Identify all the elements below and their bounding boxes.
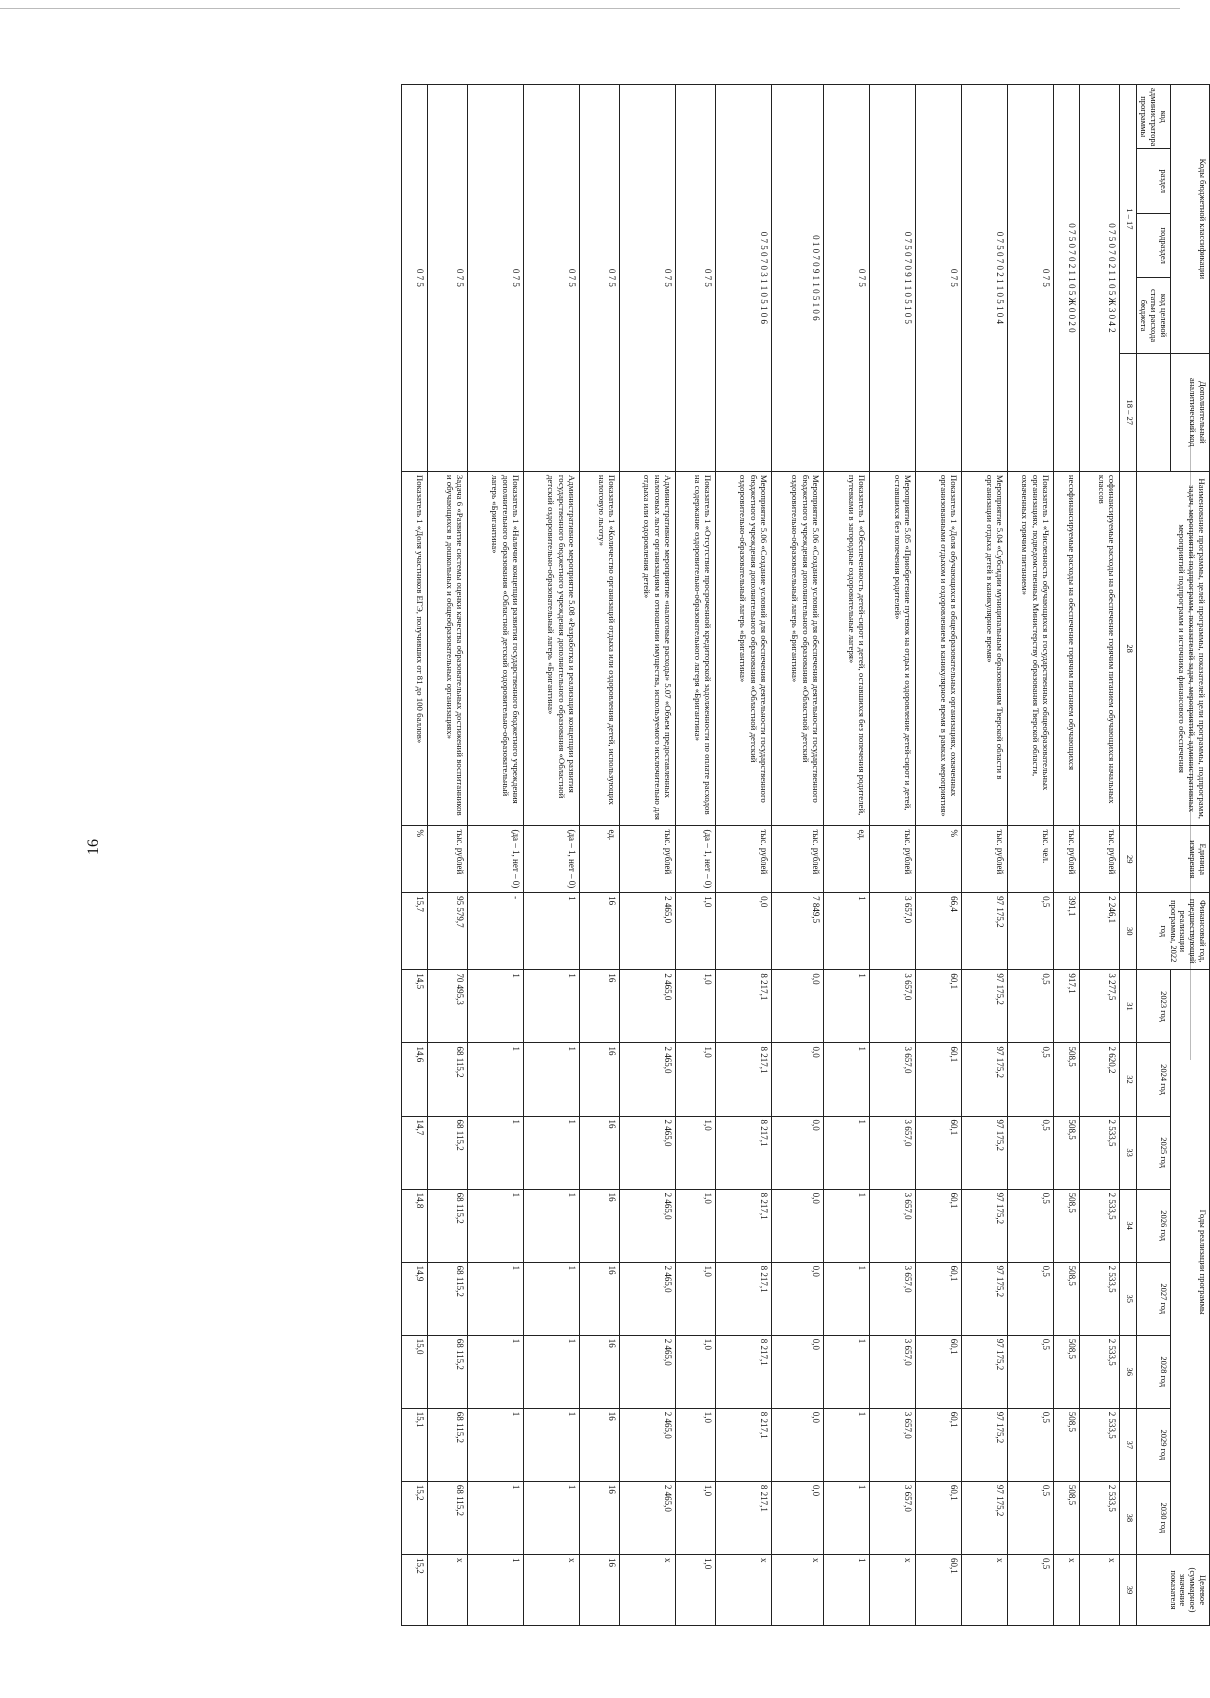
row-year-value: 8 217,1 xyxy=(715,1189,771,1262)
row-year-value: 97 175,2 xyxy=(961,1043,1007,1116)
target-column-header: Целевое (суммарное) значение показателя xyxy=(1136,1554,1209,1625)
year-header-2027: 2027 год xyxy=(1136,1262,1170,1335)
col-number: 33 xyxy=(1119,1116,1136,1189)
row-year-value: 16 xyxy=(579,1262,619,1335)
row-description: Показатель 1 «Обеспеченность детей-сирот и детей, оставшихся без попечения родителей, путевками в загородные оздоровительные лагеря» xyxy=(823,471,869,826)
row-year-value: 3 657,0 xyxy=(869,1262,915,1335)
row-year-value: 8 217,1 xyxy=(715,1335,771,1408)
col-number: 34 xyxy=(1119,1189,1136,1262)
row-year-value: 16 xyxy=(579,1408,619,1481)
row-description: Задача 6 «Развитие системы оценки качества образовательных достижений воспитанников и обучающихся в дошкольных и общеобразовательных организациях» xyxy=(427,471,467,826)
row-target: 1,0 xyxy=(675,1554,715,1625)
row-year-value: 97 175,2 xyxy=(961,1189,1007,1262)
row-year-value: 0,0 xyxy=(771,1335,823,1408)
row-year-value: 0,0 xyxy=(771,970,823,1043)
row-year-value: 8 217,1 xyxy=(715,1408,771,1481)
row-unit: тыс. рублей xyxy=(715,826,771,893)
row-year-value: 60,1 xyxy=(915,970,961,1043)
year-header-2030: 2030 год xyxy=(1136,1481,1170,1554)
row-unit: тыс. рублей xyxy=(869,826,915,893)
row-description: Мероприятие 5.04 «Субсидии муниципальным образованиям Тверской области в организации отдыха детей в каникулярное время» xyxy=(961,471,1007,826)
row-year-value: 1,0 xyxy=(675,1189,715,1262)
col-numbers-codes: 1 – 17 xyxy=(1119,85,1136,354)
row-year-value: 70 495,3 xyxy=(427,970,467,1043)
row-year-value: 0,5 xyxy=(1007,1116,1053,1189)
row-year-value: 0,5 xyxy=(1007,1335,1053,1408)
row-base-year: 1 xyxy=(523,893,579,970)
row-base-year: 0,5 xyxy=(1007,893,1053,970)
row-year-value: 1,0 xyxy=(675,1043,715,1116)
name-column-header: Наименование программы, целей программы, показателей цели программы, подпрограмм, задач, мероприятий подпрограмм, показателей задач, мероприятий, административных мероприятий подпрограмм и источника финансового обеспечения xyxy=(1136,471,1209,826)
row-year-value: 3 657,0 xyxy=(869,1043,915,1116)
row-year-value: 97 175,2 xyxy=(961,1481,1007,1554)
row-year-value: 16 xyxy=(579,1043,619,1116)
table-row xyxy=(1079,85,1119,1626)
row-unit: % xyxy=(401,826,427,893)
section-header: раздел xyxy=(1136,149,1170,213)
row-year-value: 2 465,0 xyxy=(619,1116,675,1189)
row-year-value: 508,5 xyxy=(1053,1262,1079,1335)
row-description: Показатель 1 «Количество организаций отдыха или оздоровления детей, использующих налоговую льготу» xyxy=(579,471,619,826)
col-number: 29 xyxy=(1119,826,1136,893)
table-row xyxy=(1007,85,1053,1626)
table-row xyxy=(619,85,675,1626)
row-base-year: 66,4 xyxy=(915,893,961,970)
row-year-value: 8 217,1 xyxy=(715,970,771,1043)
row-year-value: 2 465,0 xyxy=(619,1043,675,1116)
table-row xyxy=(401,85,427,1626)
row-target: 16 xyxy=(579,1554,619,1625)
row-codes: 0 7 5 xyxy=(619,85,675,472)
row-year-value: 1 xyxy=(823,1043,869,1116)
col-number: 35 xyxy=(1119,1262,1136,1335)
row-year-value: 3 657,0 xyxy=(869,1189,915,1262)
row-year-value: 508,5 xyxy=(1053,1116,1079,1189)
row-year-value: 97 175,2 xyxy=(961,1408,1007,1481)
row-codes: 0 7 5 xyxy=(915,85,961,472)
table-row xyxy=(523,85,579,1626)
row-base-year: 1 xyxy=(823,893,869,970)
row-year-value: 97 175,2 xyxy=(961,1262,1007,1335)
rotated-table-container xyxy=(128,84,1210,1626)
row-description: Показатель 1 «Наличие концепции развития государственного бюджетного учреждения дополнительного образования «Областной детский оздоровительно-образовательный лагерь «Бригантина» xyxy=(467,471,523,826)
row-year-value: 14,8 xyxy=(401,1189,427,1262)
row-year-value: 2 533,5 xyxy=(1079,1116,1119,1189)
row-unit: ед. xyxy=(823,826,869,893)
row-year-value: 2 533,5 xyxy=(1079,1189,1119,1262)
year-header-2023: 2023 год xyxy=(1136,970,1170,1043)
page-number: 16 xyxy=(85,839,102,855)
years-group-header: Годы реализации программы xyxy=(1171,970,1210,1555)
row-year-value: 0,5 xyxy=(1007,970,1053,1043)
row-codes: 0 7 5 0 7 0 9 1 1 0 5 1 0 5 xyxy=(869,85,915,472)
row-year-value: 68 115,2 xyxy=(427,1262,467,1335)
rotated-table xyxy=(128,84,1210,1626)
row-year-value: 1 xyxy=(467,1043,523,1116)
year-header-2029: 2029 год xyxy=(1136,1408,1170,1481)
row-year-value: 0,0 xyxy=(771,1116,823,1189)
row-year-value: 1 xyxy=(823,1189,869,1262)
row-codes: 0 7 5 xyxy=(675,85,715,472)
row-year-value: 16 xyxy=(579,1481,619,1554)
row-year-value: 1 xyxy=(823,1408,869,1481)
row-year-value: 1,0 xyxy=(675,1116,715,1189)
row-year-value: 3 657,0 xyxy=(869,970,915,1043)
row-year-value: 8 217,1 xyxy=(715,1481,771,1554)
row-year-value: 1 xyxy=(823,1335,869,1408)
row-target: х xyxy=(961,1554,1007,1625)
row-description: Административное мероприятие 5.08 «Разработка и реализация концепции развития государственного бюджетного учреждения дополнительного образования «Областной детский оздоровительно-образовательный лагерь «Бригантина» xyxy=(523,471,579,826)
extra-code-subheader xyxy=(1136,353,1170,471)
row-description: несофинансируемые расходы на обеспечение горячим питанием обучающихся xyxy=(1053,471,1079,826)
row-description: Показатель 1 «Доля участников ЕГЭ, получивших от 81 до 100 баллов» xyxy=(401,471,427,826)
base-year-column-header: Финансовый год, предшествующий реализации программы, 2022 год xyxy=(1136,893,1209,970)
row-description: софинансируемые расходы на обеспечение горячим питанием обучающихся начальных классов xyxy=(1079,471,1119,826)
row-year-value: 1 xyxy=(823,970,869,1043)
row-year-value: 14,7 xyxy=(401,1116,427,1189)
row-year-value: 2 465,0 xyxy=(619,1335,675,1408)
row-year-value: 16 xyxy=(579,1116,619,1189)
row-unit: (да – 1, нет – 0) xyxy=(523,826,579,893)
row-year-value: 0,0 xyxy=(771,1189,823,1262)
row-unit: тыс. рублей xyxy=(771,826,823,893)
row-year-value: 1,0 xyxy=(675,970,715,1043)
row-base-year: 2 465,0 xyxy=(619,893,675,970)
row-target: 15,2 xyxy=(401,1554,427,1625)
row-year-value: 508,5 xyxy=(1053,1481,1079,1554)
col-number: 36 xyxy=(1119,1335,1136,1408)
row-unit: тыс. чел. xyxy=(1007,826,1053,893)
row-unit: тыс. рублей xyxy=(1079,826,1119,893)
row-year-value: 2 533,5 xyxy=(1079,1481,1119,1554)
row-year-value: 60,1 xyxy=(915,1408,961,1481)
row-year-value: 1 xyxy=(467,1481,523,1554)
row-year-value: 15,2 xyxy=(401,1481,427,1554)
row-year-value: 16 xyxy=(579,970,619,1043)
row-year-value: 1 xyxy=(523,970,579,1043)
row-year-value: 917,1 xyxy=(1053,970,1079,1043)
row-year-value: 1 xyxy=(467,970,523,1043)
row-base-year: 16 xyxy=(579,893,619,970)
row-year-value: 2 620,2 xyxy=(1079,1043,1119,1116)
row-year-value: 1 xyxy=(523,1481,579,1554)
row-codes: 0 7 5 xyxy=(467,85,523,472)
row-year-value: 1 xyxy=(467,1262,523,1335)
table-row xyxy=(715,85,771,1626)
row-year-value: 97 175,2 xyxy=(961,970,1007,1043)
row-target: 1 xyxy=(467,1554,523,1625)
row-year-value: 1 xyxy=(523,1116,579,1189)
row-year-value: 8 217,1 xyxy=(715,1116,771,1189)
year-header-2024: 2024 год xyxy=(1136,1043,1170,1116)
row-year-value: 2 533,5 xyxy=(1079,1408,1119,1481)
row-codes: 0 7 5 0 7 0 2 1 1 0 5 1 0 4 xyxy=(961,85,1007,472)
row-description: Административное мероприятие «налоговые расходы» 5.07 «Объем предоставленных налоговых льгот организациям в отношении имущества, используемого исключительно для отдыха или оздоровления детей» xyxy=(619,471,675,826)
row-description: Мероприятие 5.06 «Создание условий для обеспечения деятельности государственного бюджетного учреждения дополнительного образования «Областной детский оздоровительно-образовательный лагерь «Бригантина» xyxy=(715,471,771,826)
row-base-year: 7 849,5 xyxy=(771,893,823,970)
row-target: х xyxy=(1053,1554,1079,1625)
col-number: 28 xyxy=(1119,471,1136,826)
col-number: 39 xyxy=(1119,1554,1136,1625)
row-year-value: 68 115,2 xyxy=(427,1408,467,1481)
row-year-value: 14,5 xyxy=(401,970,427,1043)
row-year-value: 1,0 xyxy=(675,1408,715,1481)
row-base-year: 391,1 xyxy=(1053,893,1079,970)
row-year-value: 1 xyxy=(523,1262,579,1335)
row-year-value: 60,1 xyxy=(915,1189,961,1262)
row-base-year: - xyxy=(467,893,523,970)
row-year-value: 1 xyxy=(823,1481,869,1554)
row-year-value: 68 115,2 xyxy=(427,1335,467,1408)
row-description: Показатель 1 «Численность обучающихся в государственных общеобразовательных организациях, подведомственных Министерству образования Тверской области, охваченных горячим питанием» xyxy=(1007,471,1053,826)
subsection-header: подраздел xyxy=(1136,213,1170,277)
table-row xyxy=(579,85,619,1626)
row-year-value: 15,1 xyxy=(401,1408,427,1481)
row-year-value: 2 533,5 xyxy=(1079,1262,1119,1335)
row-codes: 0 1 0 7 0 9 1 1 0 5 1 0 6 xyxy=(771,85,823,472)
row-year-value: 68 115,2 xyxy=(427,1481,467,1554)
year-header-2028: 2028 год xyxy=(1136,1335,1170,1408)
row-codes: 0 7 5 xyxy=(1007,85,1053,472)
row-year-value: 60,1 xyxy=(915,1043,961,1116)
row-year-value: 1 xyxy=(523,1408,579,1481)
table-row xyxy=(771,85,823,1626)
row-year-value: 16 xyxy=(579,1335,619,1408)
row-codes: 0 7 5 xyxy=(823,85,869,472)
row-year-value: 97 175,2 xyxy=(961,1335,1007,1408)
row-target: х xyxy=(523,1554,579,1625)
row-base-year: 3 657,0 xyxy=(869,893,915,970)
row-description: Показатель 1 «Отсутствие просроченной кредиторской задолженности по оплате расходов на содержание оздоровительно-образовательного лагеря «Бригантина» xyxy=(675,471,715,826)
row-year-value: 0,5 xyxy=(1007,1481,1053,1554)
row-year-value: 2 465,0 xyxy=(619,970,675,1043)
row-description: Показатель 1 «Доля обучающихся в общеобразовательных организациях, охваченных организованными отдыхом и оздоровлением в каникулярное время в рамках мероприятия» xyxy=(915,471,961,826)
row-year-value: 60,1 xyxy=(915,1116,961,1189)
col-number: 32 xyxy=(1119,1043,1136,1116)
col-number: 38 xyxy=(1119,1481,1136,1554)
row-year-value: 60,1 xyxy=(915,1262,961,1335)
row-target: х xyxy=(771,1554,823,1625)
row-target: 1 xyxy=(823,1554,869,1625)
row-year-value: 1 xyxy=(467,1116,523,1189)
table-row xyxy=(1053,85,1079,1626)
row-year-value: 508,5 xyxy=(1053,1043,1079,1116)
row-target: х xyxy=(619,1554,675,1625)
row-year-value: 1 xyxy=(523,1189,579,1262)
row-description: Мероприятие 5.05 «Приобретение путевок на отдых и оздоровление детей-сирот и детей, оставшихся без попечения родителей» xyxy=(869,471,915,826)
row-codes: 0 7 5 xyxy=(523,85,579,472)
row-codes: 0 7 5 xyxy=(401,85,427,472)
row-description: Мероприятие 5.06 «Создание условий для обеспечения деятельности государственного бюджетного учреждения дополнительного образования «Областной детский оздоровительно-образовательный лагерь «Бригантина» xyxy=(771,471,823,826)
row-year-value: 1 xyxy=(823,1116,869,1189)
row-target: х xyxy=(715,1554,771,1625)
row-year-value: 60,1 xyxy=(915,1335,961,1408)
row-year-value: 2 465,0 xyxy=(619,1262,675,1335)
table-row xyxy=(961,85,1007,1626)
row-year-value: 0,0 xyxy=(771,1481,823,1554)
header-row-top xyxy=(1171,85,1210,1626)
col-number: 31 xyxy=(1119,970,1136,1043)
row-target: х xyxy=(1079,1554,1119,1625)
row-unit: (да – 1, нет – 0) xyxy=(675,826,715,893)
column-number-row xyxy=(1119,85,1136,1626)
row-year-value: 3 657,0 xyxy=(869,1116,915,1189)
admin-code-header: код администратора программы xyxy=(1136,85,1170,149)
row-year-value: 2 533,5 xyxy=(1079,1335,1119,1408)
row-year-value: 1 xyxy=(823,1262,869,1335)
row-target: 60,1 xyxy=(915,1554,961,1625)
col-number: 30 xyxy=(1119,893,1136,970)
row-unit: тыс. рублей xyxy=(619,826,675,893)
row-year-value: 1 xyxy=(467,1335,523,1408)
row-codes: 0 7 5 xyxy=(427,85,467,472)
row-year-value: 0,0 xyxy=(771,1262,823,1335)
row-year-value: 1,0 xyxy=(675,1262,715,1335)
row-year-value: 0,0 xyxy=(771,1043,823,1116)
table-row xyxy=(869,85,915,1626)
row-target: 0,5 xyxy=(1007,1554,1053,1625)
row-year-value: 2 465,0 xyxy=(619,1189,675,1262)
row-unit: тыс. рублей xyxy=(427,826,467,893)
row-year-value: 1,0 xyxy=(675,1481,715,1554)
row-unit: тыс. рублей xyxy=(961,826,1007,893)
row-year-value: 68 115,2 xyxy=(427,1116,467,1189)
codes-group-header: Коды бюджетной классификации xyxy=(1171,85,1210,354)
row-year-value: 1 xyxy=(467,1189,523,1262)
row-year-value: 1 xyxy=(523,1335,579,1408)
table-row xyxy=(675,85,715,1626)
row-unit: (да – 1, нет – 0) xyxy=(467,826,523,893)
row-year-value: 0,5 xyxy=(1007,1408,1053,1481)
row-unit: ед. xyxy=(579,826,619,893)
row-year-value: 2 465,0 xyxy=(619,1481,675,1554)
extra-code-header: Дополнительный аналитический код xyxy=(1171,353,1210,471)
row-codes: 0 7 5 0 7 0 3 1 1 0 5 1 0 6 xyxy=(715,85,771,472)
row-year-value: 3 657,0 xyxy=(869,1408,915,1481)
row-codes: 0 7 5 0 7 0 2 1 1 0 5 Ж 3 0 4 2 xyxy=(1079,85,1119,472)
row-year-value: 8 217,1 xyxy=(715,1262,771,1335)
row-year-value: 0,5 xyxy=(1007,1262,1053,1335)
table-row xyxy=(823,85,869,1626)
row-codes: 0 7 5 xyxy=(579,85,619,472)
col-numbers-extra: 18 – 27 xyxy=(1119,353,1136,471)
row-base-year: 2 246,1 xyxy=(1079,893,1119,970)
row-year-value: 15,0 xyxy=(401,1335,427,1408)
row-year-value: 14,9 xyxy=(401,1262,427,1335)
table-row xyxy=(915,85,961,1626)
row-base-year: 97 175,2 xyxy=(961,893,1007,970)
row-base-year: 15,7 xyxy=(401,893,427,970)
row-unit: % xyxy=(915,826,961,893)
table-row xyxy=(427,85,467,1626)
row-year-value: 8 217,1 xyxy=(715,1043,771,1116)
row-year-value: 0,5 xyxy=(1007,1189,1053,1262)
row-year-value: 508,5 xyxy=(1053,1189,1079,1262)
row-base-year: 95 579,7 xyxy=(427,893,467,970)
row-year-value: 3 657,0 xyxy=(869,1481,915,1554)
year-header-2025: 2025 год xyxy=(1136,1116,1170,1189)
row-year-value: 3 277,5 xyxy=(1079,970,1119,1043)
row-base-year: 0,0 xyxy=(715,893,771,970)
table-row xyxy=(467,85,523,1626)
row-year-value: 508,5 xyxy=(1053,1408,1079,1481)
row-year-value: 16 xyxy=(579,1189,619,1262)
year-header-2026: 2026 год xyxy=(1136,1189,1170,1262)
row-year-value: 14,6 xyxy=(401,1043,427,1116)
row-target: х xyxy=(869,1554,915,1625)
row-year-value: 68 115,2 xyxy=(427,1043,467,1116)
row-year-value: 0,5 xyxy=(1007,1043,1053,1116)
program-table xyxy=(401,84,1210,1626)
scan-edge-line xyxy=(0,8,1180,9)
row-year-value: 0,0 xyxy=(771,1408,823,1481)
row-year-value: 60,1 xyxy=(915,1481,961,1554)
row-year-value: 97 175,2 xyxy=(961,1116,1007,1189)
row-year-value: 2 465,0 xyxy=(619,1408,675,1481)
table-body xyxy=(401,85,1119,1626)
unit-column-header: Единица измерения xyxy=(1136,826,1209,893)
row-target: х xyxy=(427,1554,467,1625)
row-year-value: 68 115,2 xyxy=(427,1189,467,1262)
row-unit: тыс. рублей xyxy=(1053,826,1079,893)
row-year-value: 3 657,0 xyxy=(869,1335,915,1408)
expense-article-header: код целевой статьи расхода бюджета xyxy=(1136,278,1170,353)
row-year-value: 1 xyxy=(523,1043,579,1116)
row-base-year: 1,0 xyxy=(675,893,715,970)
row-year-value: 508,5 xyxy=(1053,1335,1079,1408)
row-year-value: 1,0 xyxy=(675,1335,715,1408)
col-number: 37 xyxy=(1119,1408,1136,1481)
row-codes: 0 7 5 0 7 0 2 1 1 0 5 Ж 0 0 2 0 xyxy=(1053,85,1079,472)
row-year-value: 1 xyxy=(467,1408,523,1481)
